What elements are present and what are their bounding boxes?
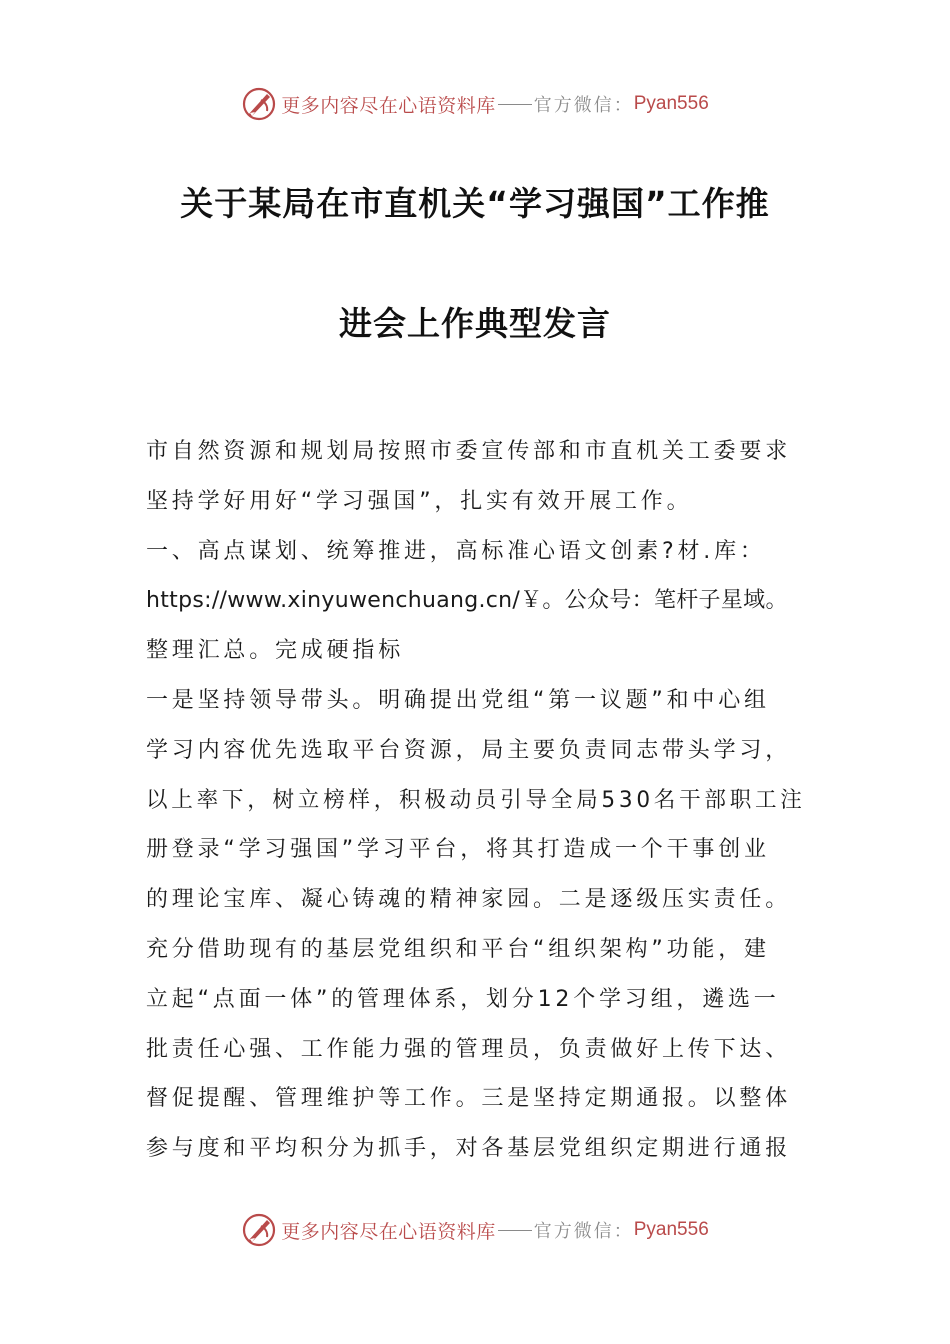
body-line: 一、高点谋划、统筹推进，高标准心语文创素?材.库： [146, 538, 766, 564]
body-line: 督促提醒、管理维护等工作。三是坚持定期通报。以整体 [146, 1086, 792, 1112]
body-line: 册登录“学习强国”学习平台，将其打造成一个干事创业 [146, 837, 770, 863]
watermark-wechat-id: Pyan556 [633, 93, 709, 114]
footer-watermark [0, 1208, 950, 1252]
document-title-line-1: 关于某局在市直机关“学习强国”工作推 [180, 184, 770, 223]
body-line: https://www.xinyuwenchuang.cn/￥。公众号：笔杆子星域。 [146, 588, 788, 614]
header-watermark [0, 82, 950, 126]
watermark-wechat-label: 官方微信： [533, 1221, 634, 1242]
body-line: 立起“点面一体”的管理体系，划分12个学习组，遴选一 [146, 986, 780, 1012]
watermark-dash [498, 104, 532, 105]
document-title-line-2: 进会上作典型发言 [339, 304, 611, 343]
quill-logo-icon [241, 1212, 277, 1248]
watermark-text: 更多内容尽在心语资料库 [281, 1220, 496, 1243]
watermark-text: 更多内容尽在心语资料库 [281, 94, 496, 117]
body-line: 坚持学好用好“学习强国”，扎实有效开展工作。 [146, 488, 693, 514]
body-line: 学习内容优先选取平台资源，局主要负责同志带头学习， [146, 737, 792, 763]
body-line: 市自然资源和规划局按照市委宣传部和市直机关工委要求 [146, 439, 792, 464]
body-line: 的理论宝库、凝心铸魂的精神家园。二是逐级压实责任。 [146, 887, 792, 913]
body-line: 参与度和平均积分为抓手，对各基层党组织定期进行通报 [146, 1136, 792, 1162]
body-line: 批责任心强、工作能力强的管理员，负责做好上传下达、 [146, 1036, 792, 1062]
body-line: 以上率下，树立榜样，积极动员引导全局530名干部职工注 [146, 787, 806, 813]
watermark-dash [498, 1230, 532, 1231]
body-line: 充分借助现有的基层党组织和平台“组织架构”功能，建 [146, 936, 770, 962]
quill-logo-icon [241, 86, 277, 122]
watermark-wechat-label: 官方微信： [533, 95, 634, 116]
watermark-wechat-id: Pyan556 [633, 1219, 709, 1240]
body-line: 一是坚持领导带头。明确提出党组“第一议题”和中心组 [146, 687, 770, 713]
body-line: 整理汇总。完成硬指标 [146, 638, 405, 664]
document-body [146, 427, 806, 1174]
